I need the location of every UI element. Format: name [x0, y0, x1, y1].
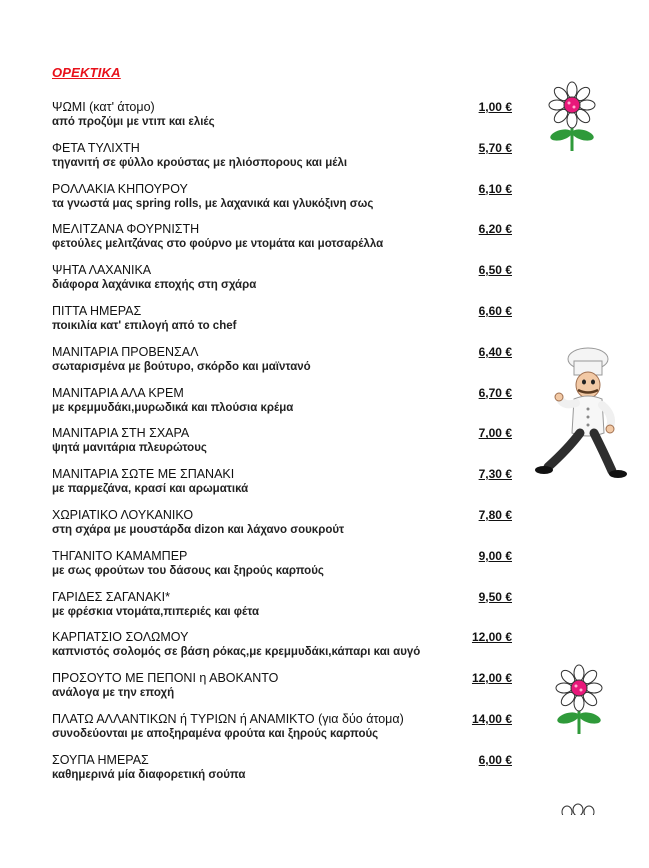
item-description: καθημερινά μία διαφορετική σούπα — [52, 768, 246, 781]
menu-item — [52, 385, 512, 426]
item-description: συνοδεύονται με αποξηραμένα φρούτα και ξηρούς καρπούς — [52, 727, 379, 740]
item-price: 9,00 € — [478, 548, 512, 563]
item-price: 1,00 € — [478, 100, 512, 114]
menu-item — [52, 548, 512, 589]
menu-item — [52, 181, 512, 222]
item-description: με σως φρούτων του δάσους και ξηρούς καρπούς — [52, 564, 324, 577]
menu-item — [52, 711, 512, 752]
item-price: 6,20 € — [478, 222, 512, 237]
item-name: ΜΑΝΙΤΑΡΙΑ ΠΡΟΒΕΝΣΑΛ — [52, 344, 199, 359]
menu-item — [52, 507, 512, 548]
item-name: ΠΡΟΣΟΥΤΟ ΜΕ ΠΕΠΟΝΙ η ΑΒΟΚΑΝΤΟ — [52, 671, 279, 686]
item-name: ΓΑΡΙΔΕΣ ΣΑΓΑΝΑΚΙ* — [52, 589, 170, 604]
running-chef-icon — [530, 345, 630, 485]
item-name: ΤΗΓΑΝΙΤΟ ΚΑΜΑΜΠΕΡ — [52, 548, 188, 563]
menu-item — [52, 140, 512, 181]
item-description: με κρεμμυδάκι,μυρωδικά και πλούσια κρέμα — [52, 401, 294, 414]
item-description: από προζύμι με ντιπ και ελιές — [52, 116, 215, 128]
item-price: 6,10 € — [478, 181, 512, 196]
item-name: ΨΗΤΑ ΛΑΧΑΝΙΚΑ — [52, 263, 152, 278]
menu-item — [52, 303, 512, 344]
item-name: ΜΕΛΙΤΖΑΝΑ ΦΟΥΡΝΙΣΤΗ — [52, 222, 200, 237]
item-name: ΧΩΡΙΑΤΙΚΟ ΛΟΥΚΑΝΙΚΟ — [52, 507, 194, 522]
item-price: 5,70 € — [478, 140, 512, 155]
menu-item — [52, 589, 512, 630]
item-description: ψητά μανιτάρια πλευρώτους — [52, 442, 207, 455]
item-name: ΜΑΝΙΤΑΡΙΑ ΑΛΑ ΚΡΕΜ — [52, 385, 184, 400]
menu-item — [52, 99, 512, 140]
item-description: ανάλογα με την εποχή — [52, 687, 175, 700]
item-price: 12,00 € — [471, 630, 512, 645]
item-price: 6,00 € — [478, 752, 512, 767]
item-name: ΦΕΤΑ ΤΥΛΙΧΤΗ — [52, 140, 140, 155]
daisy-flower-icon — [552, 664, 606, 736]
item-price: 7,80 € — [478, 507, 512, 522]
daisy-flower-icon — [560, 803, 596, 815]
item-description: φετούλες μελιτζάνας στο φούρνο με ντομάτα και μοτσαρέλλα — [52, 238, 384, 251]
menu-list — [52, 99, 512, 793]
item-name: ΠΛΑΤΩ ΑΛΛΑΝΤΙΚΩΝ ή ΤΥΡΙΩΝ ή ΑΝΑΜΙΚΤΟ (για δύο άτομα) — [52, 711, 404, 726]
menu-item — [52, 344, 512, 385]
item-price: 7,00 € — [478, 426, 512, 441]
item-name: ΠΙΤΤΑ ΗΜΕΡΑΣ — [52, 303, 142, 318]
item-description: στη σχάρα με μουστάρδα dizon και λάχανο σουκρούτ — [52, 523, 345, 536]
menu-item — [52, 262, 512, 303]
section-title: ΟΡΕΚΤΙΚΑ — [52, 65, 121, 80]
item-description: τηγανιτή σε φύλλο κρούστας με ηλιόσπορους και μέλι — [52, 156, 348, 169]
item-name: ΜΑΝΙΤΑΡΙΑ ΣΤΗ ΣΧΑΡΑ — [52, 426, 190, 441]
menu-item — [52, 221, 512, 262]
menu-item — [52, 629, 512, 670]
item-description: με φρέσκια ντομάτα,πιπεριές και φέτα — [52, 605, 260, 618]
item-price: 6,70 € — [478, 385, 512, 400]
menu-item — [52, 752, 512, 793]
item-price: 9,50 € — [478, 589, 512, 604]
item-description: καπνιστός σολομός σε βάση ρόκας,με κρεμμυδάκι,κάπαρι και αυγό — [52, 646, 421, 659]
daisy-flower-icon — [545, 81, 599, 153]
item-name: ΜΑΝΙΤΑΡΙΑ ΣΩΤΕ ΜΕ ΣΠΑΝΑΚΙ — [52, 467, 235, 482]
item-name: ΣΟΥΠΑ ΗΜΕΡΑΣ — [52, 752, 149, 767]
item-description: με παρμεζάνα, κρασί και αρωματικά — [52, 483, 249, 496]
item-price: 6,40 € — [478, 344, 512, 359]
item-description: διάφορα λαχάνικα εποχής στη σχάρα — [52, 279, 257, 292]
item-price: 6,60 € — [478, 303, 512, 318]
item-description: σωταρισμένα με βούτυρο, σκόρδο και μαϊντανό — [52, 360, 311, 373]
item-name: ΚΑΡΠΑΤΣΙΟ ΣΟΛΩΜΟΥ — [52, 630, 189, 645]
item-description: τα γνωστά μας spring rolls, με λαχανικά και γλυκόξινη σως — [52, 197, 374, 210]
menu-item — [52, 670, 512, 711]
menu-item — [52, 425, 512, 466]
item-price: 12,00 € — [471, 671, 512, 686]
item-description: ποικιλία κατ' επιλογή από το chef — [52, 319, 237, 332]
menu-item — [52, 466, 512, 507]
item-name: ΡΟΛΛΑΚΙΑ ΚΗΠΟΥΡΟΥ — [52, 181, 188, 196]
item-name: ΨΩΜΙ (κατ' άτομο) — [52, 100, 155, 114]
item-price: 14,00 € — [471, 711, 512, 726]
item-price: 7,30 € — [478, 467, 512, 482]
item-price: 6,50 € — [478, 263, 512, 278]
